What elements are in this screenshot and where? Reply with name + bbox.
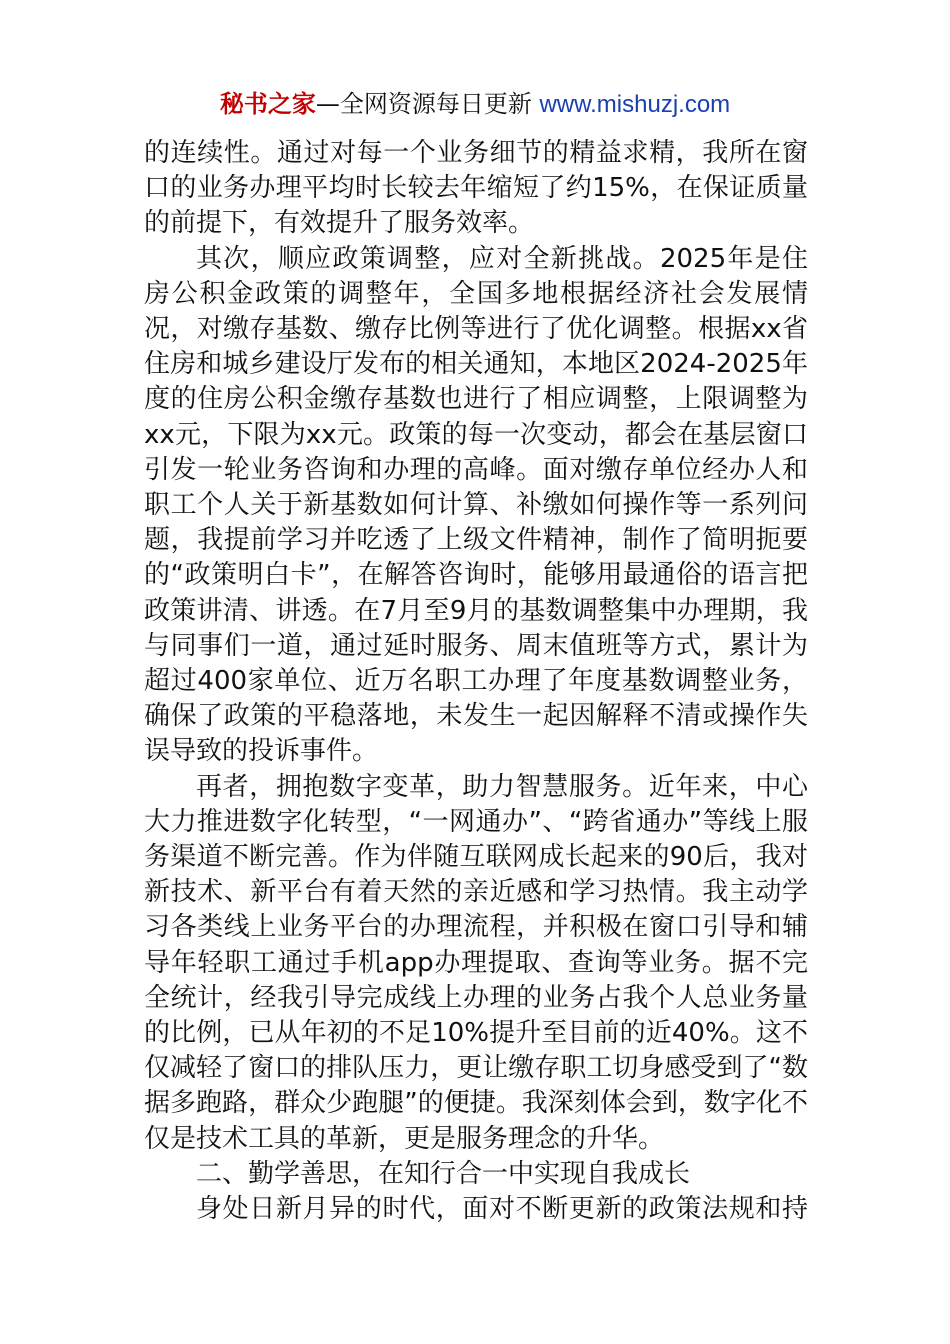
paragraph-continuation: 的连续性。通过对每一个业务细节的精益求精，我所在窗口的业务办理平均时长较去年缩短了约15%，在保证质量的前提下，有效提升了服务效率。	[144, 138, 808, 239]
header-tagline: —全网资源每日更新	[315, 90, 540, 118]
site-header	[0, 86, 950, 123]
paragraph-section-start: 身处日新月异的时代，面对不断更新的政策法规和持	[196, 1194, 808, 1225]
paragraph-digital-transformation: 再者，拥抱数字变革，助力智慧服务。近年来，中心大力推进数字化转型，“一网通办”、“跨省通办”等线上服务渠道不断完善。作为伴随互联网成长起来的90后，我对新技术、新平台有着天然的亲近感和学习热情。我主动学习各类线上业务平台的办理流程，并积极在窗口引导和辅导年轻职工通过手机app办理提取、查询等业务。据不完全统计，经我引导完成线上办理的业务占我个人总业务量的比例，已从年初的不足10%提升至目前的近40%。这不仅减轻了窗口的排队压力，更让缴存职工切身感受到了“数据多跑路，群众少跑腿”的便捷。我深刻体会到，数字化不仅是技术工具的革新，更是服务理念的升华。	[144, 771, 808, 1154]
brand-name: 秘书之家	[219, 90, 316, 118]
site-url-link[interactable]: www.mishuzj.com	[539, 91, 731, 118]
document-body	[144, 136, 808, 1227]
paragraph-policy-adjustment: 其次，顺应政策调整，应对全新挑战。2025年是住房公积金政策的调整年，全国多地根据经济社会发展情况，对缴存基数、缴存比例等进行了优化调整。根据xx省住房和城乡建设厅发布的相关通知，本地区2024-2025年度的住房公积金缴存基数也进行了相应调整，上限调整为xx元，下限为xx元。政策的每一次变动，都会在基层窗口引发一轮业务咨询和办理的高峰。面对缴存单位经办人和职工个人关于新基数如何计算、补缴如何操作等一系列问题，我提前学习并吃透了上级文件精神，制作了简明扼要的“政策明白卡”，在解答咨询时，能够用最通俗的语言把政策讲清、讲透。在7月至9月的基数调整集中办理期，我与同事们一道，通过延时服务、周末值班等方式，累计为超过400家单位、近万名职工办理了年度基数调整业务，确保了政策的平稳落地，未发生一起因解释不清或操作失误导致的投诉事件。	[144, 243, 808, 767]
section-heading: 二、勤学善思，在知行合一中实现自我成长	[196, 1158, 691, 1189]
